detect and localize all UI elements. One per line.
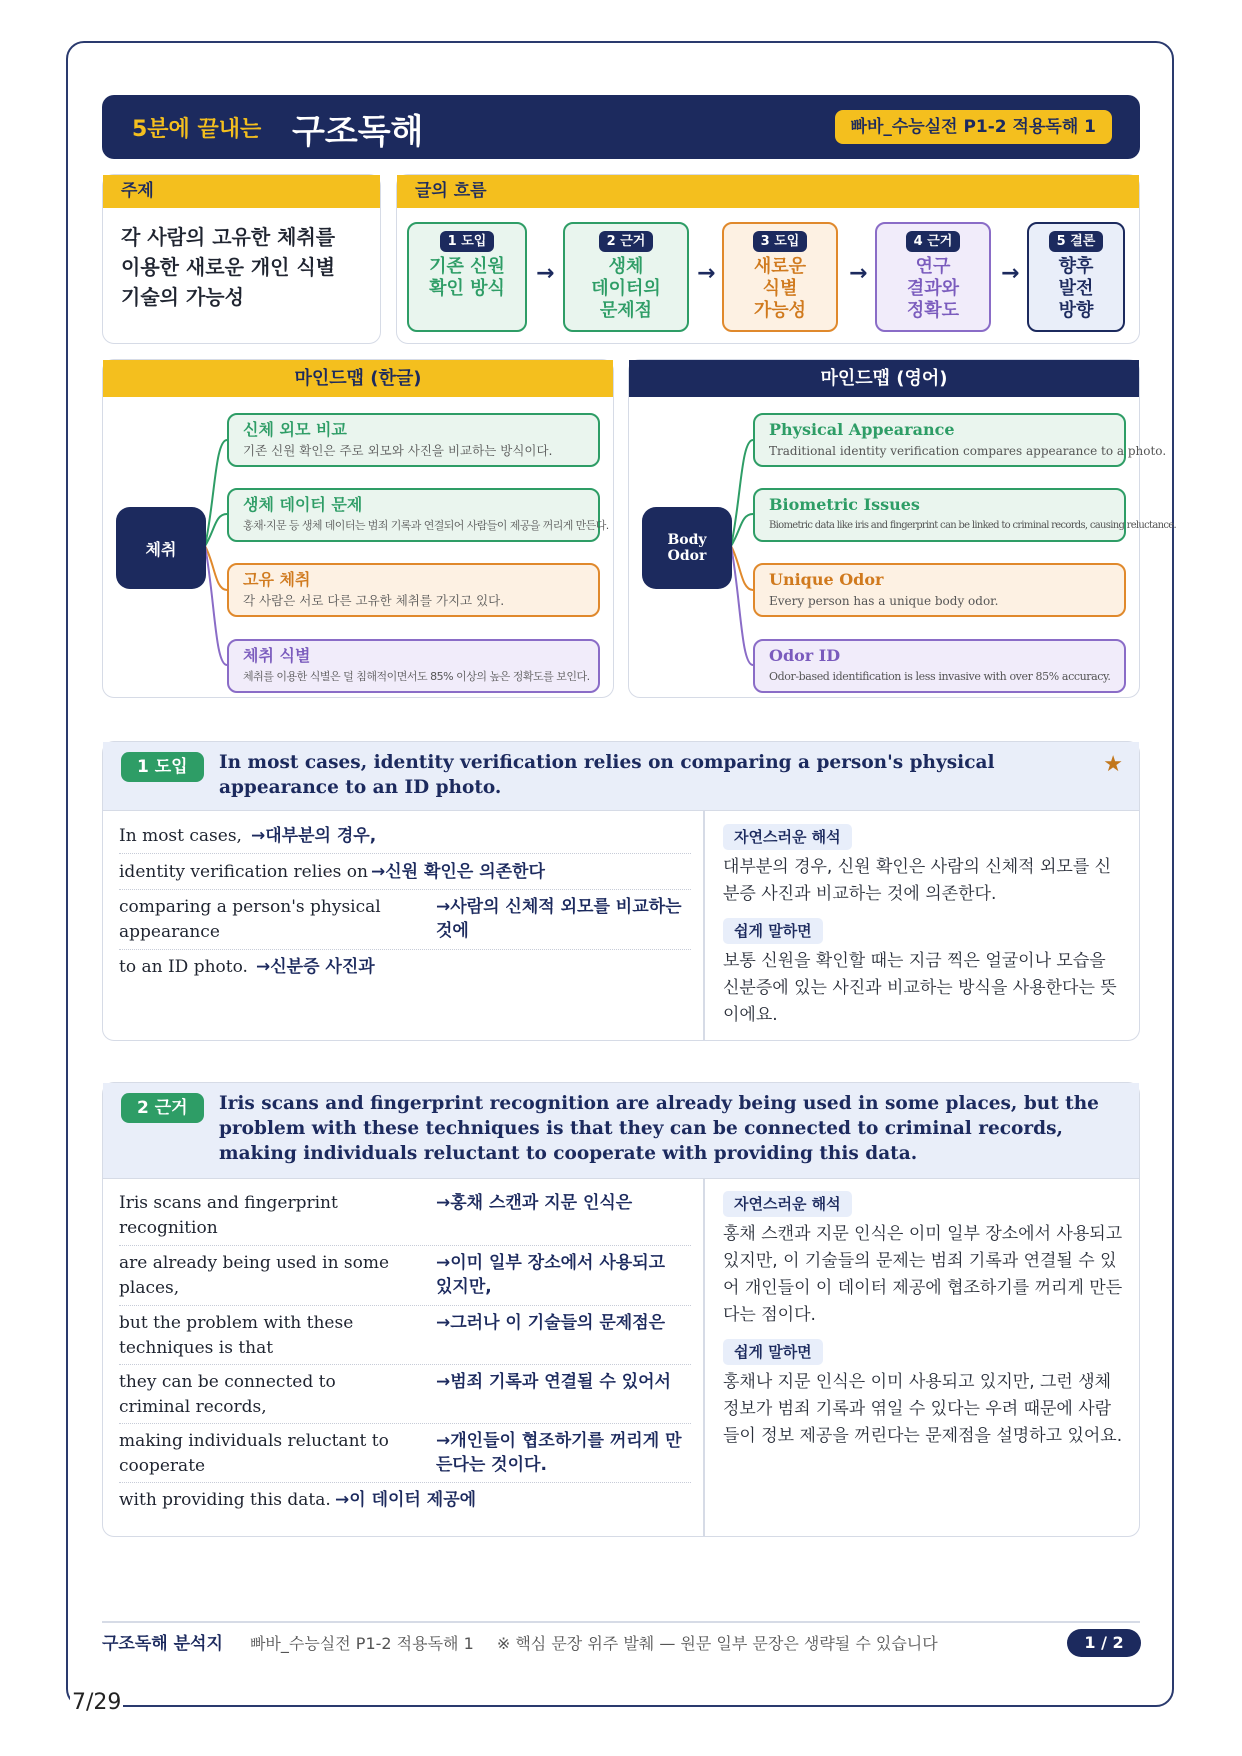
chunk-korean: →이미 일부 장소에서 사용되고 있지만, (436, 1253, 666, 1297)
star-icon: ★ (1103, 752, 1123, 777)
node-desc: Odor-based identification is less invasive with over 85% accuracy. (769, 670, 1111, 683)
topic-line: 각 사람의 고유한 체취를 (121, 225, 336, 249)
flow-step-text: 생체 (608, 256, 644, 277)
mindmap-english (628, 359, 1176, 698)
flow-step-badge: 2 근거 (599, 231, 654, 252)
mindmap-english-center: Body Odor (642, 507, 732, 589)
sentence-section-1 (102, 741, 1140, 1041)
flow-step-badge: 3 도입 (753, 231, 808, 252)
node-title: Physical Appearance (769, 420, 955, 439)
chunk-english: with providing this data. (119, 1490, 331, 1510)
chunk-english: identity verification relies on (119, 862, 368, 882)
flow-step-text: 결과와 (906, 278, 960, 299)
topic-line: 이용한 새로운 개인 식별 (121, 255, 336, 279)
flow-arrow-icon: → (697, 261, 716, 286)
chunk-row (119, 1246, 691, 1306)
chunk-english: to an ID photo. (119, 957, 248, 977)
flow-step-badge: 4 근거 (906, 231, 961, 252)
mindmap-english-node (753, 488, 1176, 542)
footer-note: ※ 핵심 문장 위주 발췌 — 원문 일부 문장은 생략될 수 있습니다 (496, 1634, 938, 1653)
chunk-row (119, 1365, 691, 1424)
chunk-korean: →이 데이터 제공에 (335, 1490, 477, 1510)
mindmap-korean (102, 359, 614, 698)
node-title: 신체 외모 비교 (243, 420, 347, 439)
flow-step-text: 발전 (1058, 278, 1094, 299)
easy-label: 쉽게 말하면 (723, 1339, 823, 1365)
chunk-english: comparing a person's physical appearance (119, 897, 381, 942)
chunk-english: but the problem with these techniques is that (119, 1313, 354, 1358)
easy-text: 홍채나 지문 인식은 이미 사용되고 있지만, 그런 생체 정보가 범죄 기록과 엮일 수 있다는 우려 때문에 사람들이 정보 제공을 꺼린다는 문제점을 설명하고 있어요. (723, 1372, 1123, 1446)
natural-text: 홍채 스캔과 지문 인식은 이미 일부 장소에서 사용되고 있지만, 이 기술들의 문제는 범죄 기록과 연결될 수 있어 개인들이 이 데이터 제공에 협조하기를 꺼리게 만든다는 점이다. (723, 1224, 1123, 1325)
column-divider (703, 810, 705, 1040)
chunk-row (119, 1424, 691, 1483)
source-tag: 빠바_수능실전 P1-2 적용독해 1 (835, 110, 1112, 144)
node-title: 체취 식별 (243, 646, 311, 665)
flow-step-4 (875, 222, 991, 332)
natural-label: 자연스러운 해석 (723, 1191, 852, 1217)
flow-step-text: 연구 (915, 256, 951, 277)
title-banner (102, 95, 1140, 159)
chunk-english: In most cases, (119, 826, 242, 846)
node-title: Unique Odor (769, 570, 884, 589)
topic-line: 기술의 가능성 (121, 285, 244, 309)
flow-step-text: 새로운 (753, 256, 807, 277)
banner-title: 구조독해 (292, 112, 424, 152)
chunk-row (119, 1306, 691, 1365)
section-sentence: Iris scans and fingerprint recognition are already being used in some places, but the problem with these techniques is that they can be connected to criminal records, making individuals reluctant to cooperate with providing this data. (219, 1093, 1099, 1164)
natural-text: 대부분의 경우, 신원 확인은 사람의 신체적 외모를 신분증 사진과 비교하는 것에 의존한다. (723, 857, 1112, 904)
flow-step-badge: 5 결론 (1049, 231, 1104, 252)
flow-step-3 (722, 222, 838, 332)
mindmap-english-node (753, 563, 1126, 617)
section-badge: 1 도입 (121, 752, 204, 782)
flow-step-text: 방향 (1058, 300, 1094, 321)
flow-step-5 (1027, 222, 1125, 332)
mindmap-english-node (753, 413, 1167, 467)
chunk-korean: →신원 확인은 의존한다 (371, 862, 545, 882)
chunk-table (119, 1186, 691, 1519)
node-desc: Traditional identity verification compares appearance to a photo. (769, 444, 1167, 458)
mindmap-korean-center: 체취 (116, 507, 206, 589)
easy-text: 보통 신원을 확인할 때는 지금 찍은 얼굴이나 모습을 신분증에 있는 사진과 비교하는 방식을 사용한다는 뜻이에요. (723, 951, 1117, 1025)
mindmap-korean-title: 마인드맵 (한글) (103, 360, 613, 397)
flow-step-1 (407, 222, 527, 332)
section-badge: 2 근거 (121, 1093, 204, 1123)
sentence-section-2 (102, 1082, 1140, 1537)
flow-step-badge: 1 도입 (440, 231, 495, 252)
chunk-korean: →홍채 스캔과 지문 인식은 (436, 1193, 633, 1213)
flow-step-text: 기존 신원 (429, 256, 505, 277)
document-page-count: 7/29 (72, 1690, 122, 1715)
mindmap-korean-node (227, 563, 600, 617)
interpretation-panel (723, 824, 1123, 1039)
flow-arrow-icon: → (536, 261, 555, 286)
mindmap-korean-node (227, 488, 609, 542)
flow-step-text: 확인 방식 (429, 278, 505, 299)
chunk-korean: →사람의 신체적 외모를 비교하는 것에 (436, 897, 682, 941)
mindmap-english-node (753, 639, 1126, 693)
chunk-table (119, 818, 691, 986)
node-title: 고유 체취 (243, 570, 311, 589)
node-desc: Every person has a unique body odor. (769, 594, 999, 608)
flow-step-2 (563, 222, 689, 332)
chunk-row (119, 1483, 691, 1519)
topic-box (102, 174, 381, 344)
natural-label: 자연스러운 해석 (723, 824, 852, 850)
flow-step-text: 향후 (1058, 256, 1094, 277)
chunk-korean: →신분증 사진과 (256, 957, 375, 977)
chunk-korean: →대부분의 경우, (251, 826, 377, 846)
flow-arrow-icon: → (1001, 261, 1020, 286)
flow-arrow-icon: → (849, 261, 868, 286)
flow-box (396, 174, 1140, 344)
footer (102, 1629, 938, 1654)
chunk-row (119, 950, 691, 986)
chunk-korean: →개인들이 협조하기를 꺼리게 만든다는 것이다. (436, 1431, 682, 1475)
chunk-row (119, 1186, 691, 1246)
node-title: Odor ID (769, 646, 841, 665)
flow-header: 글의 흐름 (397, 175, 1139, 208)
node-title: Biometric Issues (769, 495, 920, 514)
chunk-english: making individuals reluctant to cooperate (119, 1431, 389, 1476)
footer-source: 빠바_수능실전 P1-2 적용독해 1 (249, 1634, 474, 1653)
section-sentence: In most cases, identity verification relies on comparing a person's physical appearance to an ID photo. (219, 752, 995, 798)
mindmap-english-title: 마인드맵 (영어) (629, 360, 1139, 397)
chunk-row (119, 890, 691, 950)
node-desc: 각 사람은 서로 다른 고유한 체취를 가지고 있다. (243, 593, 505, 608)
chunk-row (119, 818, 691, 854)
node-desc: 기존 신원 확인은 주로 외모와 사진을 비교하는 방식이다. (243, 443, 553, 458)
chunk-english: they can be connected to criminal records, (119, 1372, 336, 1417)
node-title: 생체 데이터 문제 (243, 495, 363, 514)
banner-subtitle: 5분에 끝내는 (132, 117, 262, 142)
easy-label: 쉽게 말하면 (723, 918, 823, 944)
flow-step-text: 정확도 (906, 300, 960, 321)
mindmap-korean-node (227, 413, 600, 467)
node-desc: Biometric data like iris and fingerprint can be linked to criminal records, causing reluctance. (769, 520, 1176, 531)
flow-step-text: 가능성 (753, 300, 807, 321)
chunk-row (119, 854, 691, 890)
chunk-korean: →그러나 이 기술들의 문제점은 (436, 1313, 666, 1333)
topic-text (103, 208, 380, 326)
mindmap-korean-node (227, 639, 600, 693)
interpretation-panel (723, 1191, 1123, 1460)
chunk-english: Iris scans and fingerprint recognition (119, 1193, 338, 1238)
flow-step-text: 문제점 (599, 300, 653, 321)
section-header (103, 742, 1139, 811)
chunk-korean: →범죄 기록과 연결될 수 있어서 (436, 1372, 671, 1392)
node-desc: 홍채·지문 등 생체 데이터는 범죄 기록과 연결되어 사람들이 제공을 꺼리게 만든다. (243, 519, 609, 532)
flow-step-text: 식별 (762, 278, 798, 299)
flow-step-text: 데이터의 (591, 278, 661, 299)
section-header (103, 1083, 1139, 1179)
chunk-english: are already being used in some places, (119, 1253, 390, 1298)
node-desc: 체취를 이용한 식별은 덜 침해적이면서도 85% 이상의 높은 정확도를 보인다. (243, 670, 590, 683)
footer-title: 구조독해 분석지 (102, 1634, 223, 1654)
topic-header: 주제 (103, 175, 380, 208)
column-divider (703, 1178, 705, 1536)
footer-divider (102, 1621, 1140, 1623)
page-indicator: 1 / 2 (1067, 1629, 1141, 1657)
